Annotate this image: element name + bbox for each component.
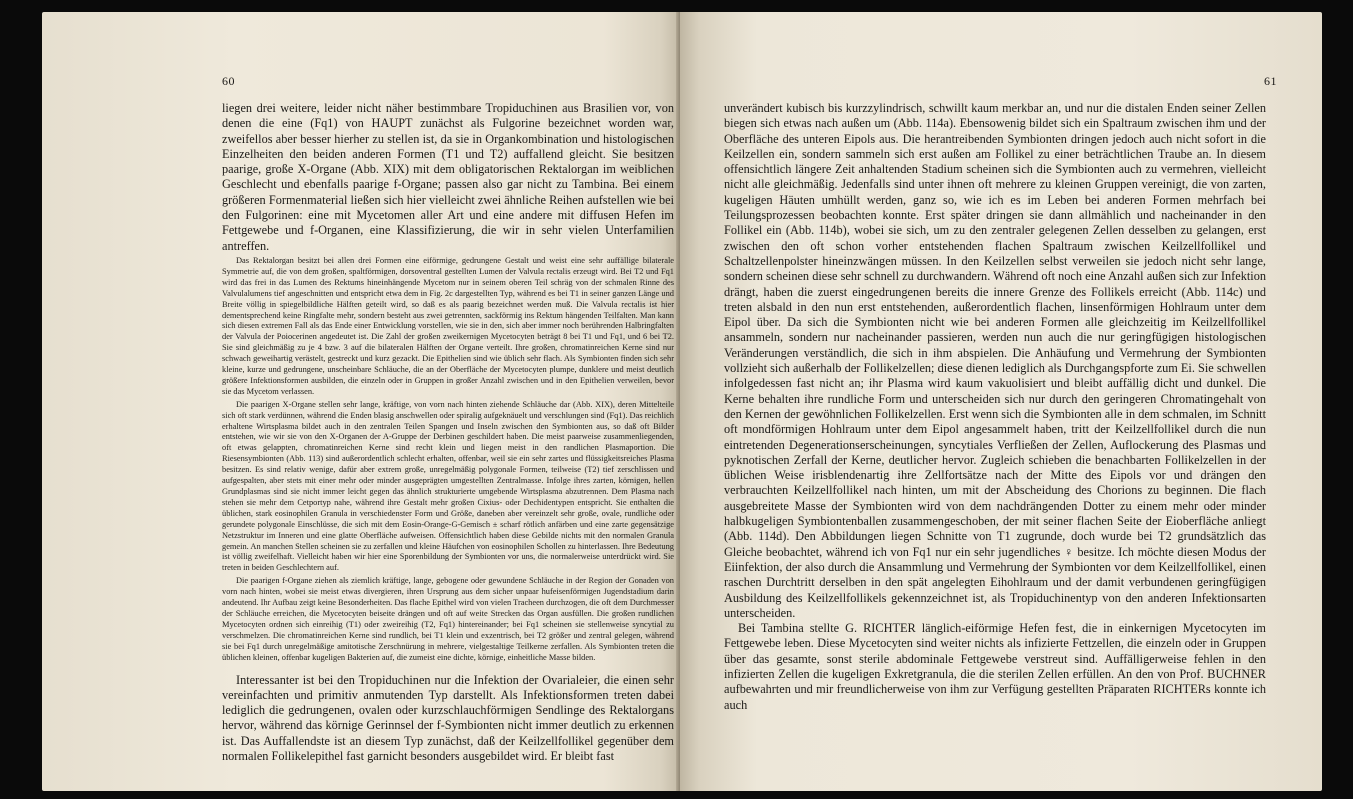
right-paragraph-2: Bei Tambina stellte G. RICHTER länglich-eiförmige Hefen fest, die in einkernigen Mycetocyten im Fettgewebe leben. Diese Mycetocyten sind weiter nichts als infizierte Fettzellen, die einzeln oder in Gruppen über das gesamte, sonst sterile abdominale Fettgewebe verstreut sind. Auffälligerweise fehlen in den infizierten Zellen die kugeligen Exkretgranula, die die sterilen Zellen erfüllen. An den von Prof. BUCHNER aufbewahrten und mir freundlicherweise von ihm zur Verfügung gestellten Präparaten RICHTERs konnte ich auch	[724, 621, 1266, 712]
left-paragraph-2: Interessanter ist bei den Tropiduchinen nur die Infektion der Ovarialeier, die einen sehr vereinfachten und primitiv anmutenden Typ darstellt. Als Infektionsformen treten dabei lediglich die gedrungenen, ovalen oder kurzschlauchförmigen Sendlinge des Rektalorgans hervor, während das körnige Gerinnsel der f-Symbionten nicht immer deutlich zu erkennen ist. Das Auffallendste ist an diesem Typ zunächst, daß der Keilzellfollikel gegenüber dem normalen Follikelepithel fast garnicht besonders ausgebildet wird. Er bleibt fast	[222, 672, 674, 763]
left-paragraph-1: liegen drei weitere, leider nicht näher bestimmbare Tropiduchinen aus Brasilien vor, von denen die eine (Fq1) von HAUPT zunächst als Fulgorine bezeichnet worden war, zweifellos aber besser hierher zu stellen ist, da sie in Organkombination und histologischen Einzelheiten den beiden anderen Formen (T1 und T2) auffallend gleicht. Sie besitzen paarige, große X-Organe (Abb. XIX) mit dem obligatorischen Rektalorgan im weiblichen Geschlecht und ebenfalls paarige f-Organe; passen also gar nicht zu Tambina. Bei einem größeren Formenmaterial ließen sich hier vielleicht zwei ähnliche Reihen aufstellen wie bei den Fulgorinen: eine mit Mycetomen aller Art und eine andere mit diffusen Hefen im Fettgewebe und f-Organen, eine Klassifizierung, die wir in sehr vielen Unterfamilien antreffen.	[222, 101, 674, 253]
left-smallprint-2: Die paarigen X-Organe stellen sehr lange, kräftige, von vorn nach hinten ziehende Schläuche dar (Abb. XIX), deren Mittelteile sich oft stark verdünnen, während die Enden blasig anschwellen oder spiralig aufgeknäuelt und verschlungen sind (Fq1). Das reichlich erhaltene Wirtsplasma bildet auch in den zentralen Teilen Spangen und Inseln zwischen den Symbionten aus, so daß oft Bilder entstehen, wie wir sie von den X-Organen der A-Gruppe der Derbinen geschildert haben. Die meist paarweise zusammenliegenden, oft etwas gelappten, chromatinreichen Kerne sind recht klein und liegen meist in den randlichen Plasmaportion. Die Riesensymbionten (Abb. 113) sind außerordentlich schlecht erhalten, offenbar, weil sie ein sehr zartes und flüssigkeitsreiches Plasma besitzen. Es sind relativ wenige, dafür aber extrem große, unregelmäßig polygonale Formen, teilweise (T2) tief zerschlissen und aufgespalten, aber stets mit einer mehr oder minder ausgeprägten umgestellten Zentralmasse. Infolge ihres zarten, körnigen, hellen Grundplasmas sind sie nicht immer leicht gegen das ähnlich strukturierte umgebende Wirtsplasma abzutrennen. Dem Plasma nach stehen sie mehr dem Cetportyp nahe, während ihre Gestalt mehr großen Cixius- oder Dechidentypen entspricht. Sie enthalten die üblichen, stark eosinophilen Granula in verschiedenster Form und Größe, daneben aber vereinzelt sehr große, ovale, rundliche oder gerundete polygonale Einschlüsse, die sich mit dem Eosin-Orange-G-Gemisch ± scharf rötlich anfärben und eine zarte gegensätzige Netzstruktur im Inneren und eine glatte Oberfläche aufweisen. Offensichtlich haben diese Gebilde nichts mit den normalen Granula gemein. An manchen Stellen scheinen sie zu zerfallen und kleine Häufchen von eosinophilen Schollen zu hinterlassen. Ihre Bedeutung ist völlig zweifelhaft. Vielleicht haben wir hier eine Sporenbildung der Symbionten vor uns, die normalerweise unterdrückt wird. Sie treten in beiden Geschlechtern auf.	[222, 399, 674, 573]
page-number-left: 60	[222, 74, 235, 88]
left-page	[42, 12, 680, 791]
right-paragraph-1: unverändert kubisch bis kurzzylindrisch, schwillt kaum merkbar an, und nur die distalen Enden seiner Zellen biegen sich etwas nach außen um (Abb. 114a). Ebensowenig bildet sich ein Spaltraum zwischen ihm und der Oberfläche des unteren Eipols aus. Die herantreibenden Symbionten dringen jedoch auch nicht sofort in die Keilzellen ein, sondern sammeln sich erst außen am Follikel zu einer beträchtlichen Traube an. In diesem offensichtlich längere Zeit anhaltenden Stadium scheinen sich die Symbionten auch zu vermehren, vielleicht nicht alle gleichmäßig. Jedenfalls sind unter ihnen oft mehrere zu kleinen Gruppen vereinigt, die von zarten, kugeligen Häuten umhüllt werden, ganz so, wie ich es im Leben bei anderen Formen mehrfach bei Teilungsprozessen beobachten konnte. Erst später dringen sie dann allmählich und nacheinander in den Follikel ein (Abb. 114b), wobei sie sich, um zu den zentraler gelegenen Zellen desselben zu gelangen, erst zwischen den oft schon vorher entstehenden flachen Spaltraum zwischen Keilzellfollikel und Schaltzellenpolster hineinzwängen müssen. In den Keilzellen selbst verweilen sie jedoch nicht sehr lange, sondern scheinen diese sehr schnell zu durchwandern. Während oft noch eine Anzahl außen sich zur Infektion drängt, haben die zuerst eingedrungenen bereits die innere Grenze des Follikels erreicht (Abb. 114c) und treten alsbald in den nun erst entstehenden, außerordentlich flachen, linsenförmigen Hohlraum unter dem Eipol über. Da sich die Symbionten nicht wie bei anderen Formen alle gleichzeitig im Keilzellfollikel ansammeln, sondern nur nacheinander passieren, werden nun auch die nur geringfügigen histologischen Veränderungen verständlich, die sich in ihm abspielen. Die Anhäufung und Vermehrung der Symbionten vollzieht sich außerhalb der Follikelzellen; diese dienen lediglich als Durchgangspforte zum Ei. Sie schwellen infolgedessen fast nicht an; ihr Plasma wird kaum vakuolisiert und bleibt auffällig dicht und dunkel. Die Kerne behalten ihre rundliche Form und unterscheiden sich nur durch den geringeren Chromatingehalt von den Kernen der gewöhnlichen Follikelzellen. Erst wenn sich die Symbionten alle in dem schmalen, im Schnitt oft mondförmigen Hohlraum unter dem Eipol angesammelt haben, tritt der Keilzellfollikel durch die nun eintretenden Degenerationserscheinungen, syncytiales Verfließen der Zellen, Auflockerung des Plasmas und pyknotischen Zerfall der Kerne, deutlicher hervor. Zugleich schieben die benachbarten Follikelzellen in der üblichen Weise irisblendenartig ihre Zellfortsätze nach der Mitte des Eipols vor und drängen den verbrauchten Keilzellfollikel nach hinten, um mit der Abscheidung des Chorions zu beginnen. Die flach ausgebreitete Masse der Symbionten wird von dem nachdrängenden Dotter zu einem mehr oder minder halbkugeligen Symbiontenballen zusammengeschoben, der mit seiner flachen Seite der Eioberfläche anliegt (Abb. 114d). Den Abbildungen liegen Schnitte von T1 zugrunde, doch wurde bei T2 grundsätzlich das Gleiche beobachtet, während ich von Fq1 nur ein sehr jugendliches ♀ besitze. Ich möchte diesen Modus der Eiinfektion, der also durch die Ansammlung und Vermehrung der Symbionten vor dem Keilzellfollikel, einen raschen Durchtritt derselben in den spät angelegten Eihohlraum und der damit verbundenen geringfügigen Ausbildung des Keilzellfollikels gekennzeichnet ist, als Tropiduchinentyp von den anderen Infektionsarten unterscheiden.	[724, 101, 1266, 620]
left-text-column	[222, 101, 674, 764]
left-smallprint-3: Die paarigen f-Organe ziehen als ziemlich kräftige, lange, gebogene oder gewundene Schläuche in der Region der Gonaden von vorn nach hinten, wobei sie meist etwas divergieren, ihren Ursprung aus dem sicher unpaar hufeisenförmigen Jugendstadium darin andeutend. Ihr Aufbau zeigt keine Besonderheiten. Das flache Epithel wird von vielen Tracheen durchzogen, die oft dem Durchmesser der Schläuche erreichen, die Mycetocyten beiseite drängen und oft auf weite Strecken das Organ ausfüllen. Die großen rundlichen Mycetocyten ordnen sich einreihig (T1) oder zweireihig (T2, Fq1) hintereinander; bei Fq1 scheinen sie stellenweise syncytial zu verschmelzen. Die chromatinreichen Kerne sind rundlich, bei T1 klein und exzentrisch, bei T2 größer und zentral gelegen, während sie bei Fq1 durch unregelmäßige amitotische Zerschnürung in mehrere, vielgestaltige Teilkerne zerfallen. Als Symbionten treten die üblichen kleinen, offenbar kugeligen Bakterien auf, die zumeist eine dichte, körnige, einheitliche Masse bilden.	[222, 576, 674, 662]
page-number-right: 61	[1264, 74, 1277, 88]
right-page	[680, 12, 1322, 791]
right-text-column	[724, 101, 1266, 713]
left-smallprint-1: Das Rektalorgan besitzt bei allen drei Formen eine eiförmige, gedrungene Gestalt und weist eine sehr auffällige bilaterale Symmetrie auf, die von dem großen, spaltförmigen, dorsoventral gestellten Lumen der Valvula rectalis erzeugt wird. Bei T2 und Fq1 wird das frei in das Lumen des Rektums hineinhängende Mycetom nur in seinem oberen Teil schräg von der schmalen Rinne des Valvulalumens tief angeschnitten und entspricht etwa dem in Fig. 2c dargestellten Typ, während es bei T1 in seiner ganzen Länge und Breite völlig in spiegelbildliche Hälften geteilt wird, so daß es als paarig bezeichnet werden muß. Die Valvula rectalis ist hier dementsprechend keine Ringfalte mehr, sondern besteht aus zwei getrennten, sackförmig ins Rektum hängenden Teilfalten. Man kann sich diesen extremen Fall als das Ende einer Entwicklung vorstellen, wie sie in den, sich aber immer noch berührenden Halbringfalten der Valvula der Poiocerinen angedeutet ist. Die Zahl der großen zweikernigen Mycetocyten beträgt 8 bei T1 und Fq1, und 6 bei T2. Sie sind gleichmäßig zu je 4 bzw. 3 auf die bilateralen Hälften der Organe verteilt. Ihre großen, chromatinreichen Kerne sind nur schwach geweihartig verästelt, gestreckt und kurz gezackt. Die Epithelien sind wie üblich sehr flach. Als Symbionten finden sich sehr kleine, kurze und gedrungene, unscheinbare Schläuche, die an der Oberfläche der Mycetocyten plumpe, dunklere und meist deutlich größere Infektionsformen ausbilden, die einzeln oder in Gruppen in großer Anzahl zwischen und in den Epithelien verweilen, bevor sie das Mycetom verlassen.	[222, 255, 674, 396]
